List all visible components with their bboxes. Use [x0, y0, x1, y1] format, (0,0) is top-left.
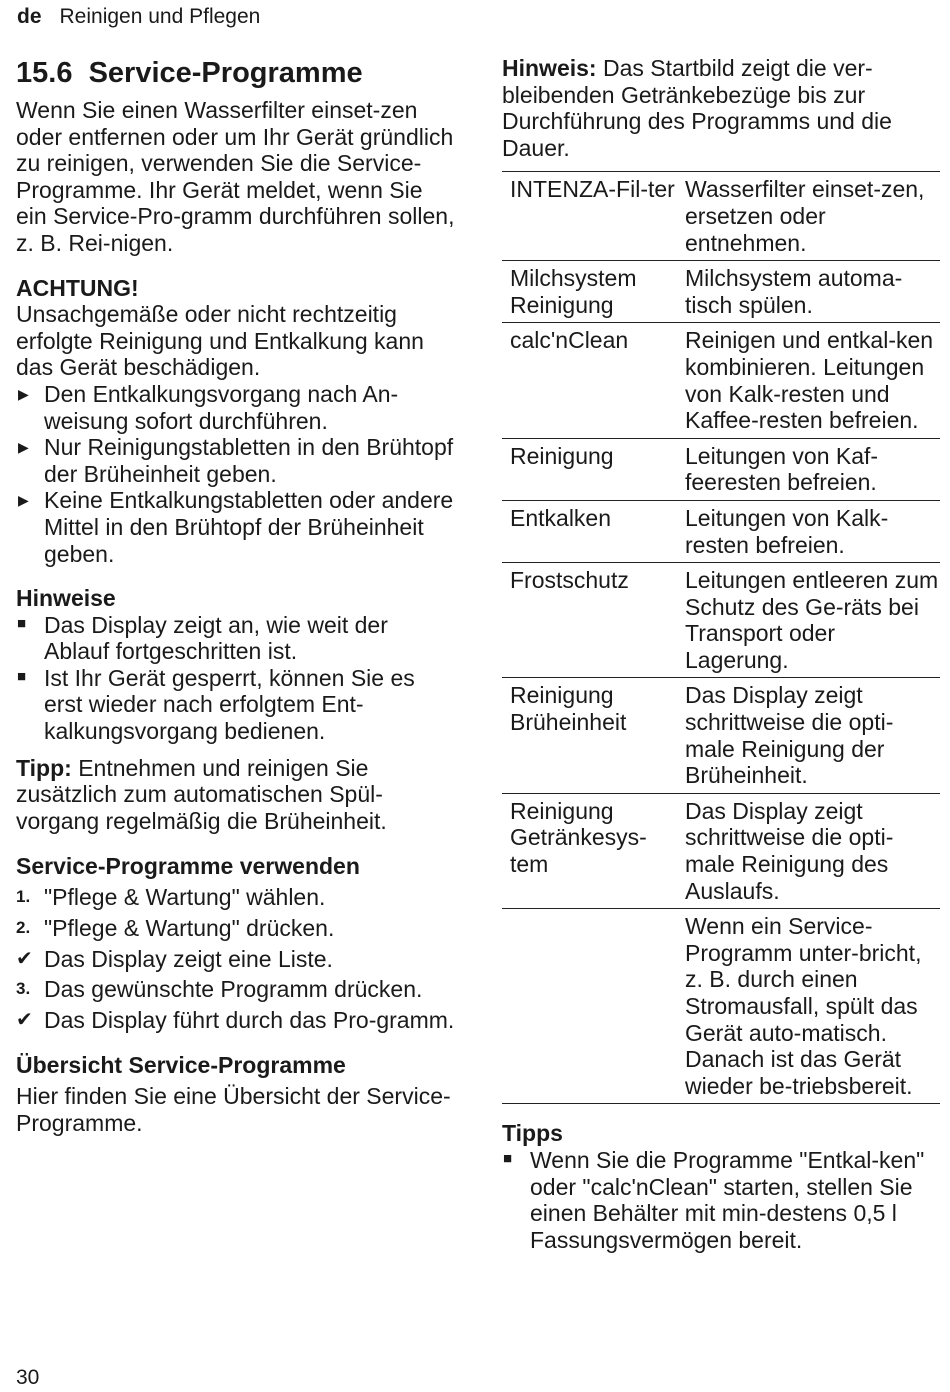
- program-description: Wenn ein Service-Programm unter-bricht, z. B. durch einen Stromausfall, spült das Gerät auto-matisch. Danach ist das Gerät wieder be-triebsbereit.: [677, 909, 940, 1104]
- table-row: [502, 909, 940, 1104]
- program-name: INTENZA-Fil-ter: [502, 172, 677, 261]
- square-bullet-icon: ■: [17, 614, 27, 632]
- checkmark-icon: ✔: [16, 1008, 33, 1031]
- table-row: [502, 172, 940, 261]
- square-bullet-icon: ■: [17, 667, 27, 685]
- section-number: 15.6: [16, 57, 73, 89]
- square-bullet-icon: ■: [503, 1149, 513, 1167]
- program-description: Leitungen entleeren zum Schutz des Ge-räts bei Transport oder Lagerung.: [677, 563, 940, 678]
- program-name: [502, 909, 677, 1104]
- page-number: 30: [16, 1366, 40, 1389]
- overview-heading: Übersicht Service-Programme: [16, 1052, 346, 1079]
- table-row: [502, 793, 940, 908]
- language-code: de: [17, 5, 42, 28]
- step-number: 3.: [16, 979, 31, 999]
- result-item: ✔ Das Display zeigt eine Liste.: [16, 945, 333, 972]
- program-description: Wasserfilter einset-zen, ersetzen oder entnehmen.: [677, 172, 940, 261]
- hint-label: Hinweis:: [502, 55, 597, 81]
- program-name: Reinigung Getränkesys-tem: [502, 793, 677, 908]
- tip-paragraph: [16, 755, 456, 835]
- service-programs-table: [502, 171, 940, 1104]
- warning-item: ▶ Nur Reinigungstabletten in den Brühtopf der Brüheinheit geben.: [18, 434, 454, 487]
- warning-text: Unsachgemäße oder nicht rechtzeitig erfolgte Reinigung und Entkalkung kann das Gerät beschädigen.: [16, 301, 424, 381]
- program-name: Entkalken: [502, 500, 677, 562]
- triangle-bullet-icon: ▶: [18, 492, 29, 509]
- use-heading: Service-Programme verwenden: [16, 853, 360, 880]
- program-name: Frostschutz: [502, 563, 677, 678]
- tips-title: Tipps: [502, 1120, 563, 1147]
- overview-text: Hier finden Sie eine Übersicht der Service-Programme.: [16, 1083, 451, 1136]
- warning-item: ▶ Keine Entkalkungstabletten oder andere Mittel in den Brühtopf der Brüheinheit geben.: [18, 487, 454, 567]
- step-item: 2. "Pflege & Wartung" drücken.: [16, 915, 335, 942]
- program-name: Reinigung Brüheinheit: [502, 678, 677, 793]
- note-item: ■ Ist Ihr Gerät gesperrt, können Sie es erst wieder nach erfolgtem Ent-kalkungsvorgang bedienen.: [17, 664, 415, 745]
- notes-block: [16, 585, 456, 745]
- chapter-title: Reinigen und Pflegen: [59, 5, 261, 28]
- table-row: [502, 563, 940, 678]
- section-heading: [16, 55, 456, 91]
- notes-title: Hinweise: [16, 585, 116, 612]
- table-row: [502, 323, 940, 438]
- page-header: [17, 5, 260, 29]
- tip-label: Tipp:: [16, 754, 72, 781]
- table-row: [502, 678, 940, 793]
- hint-paragraph: [502, 55, 940, 161]
- step-number: 2.: [16, 918, 31, 938]
- warning-title: ACHTUNG!: [16, 274, 139, 301]
- program-description: Leitungen von Kaf-feeresten befreien.: [677, 438, 940, 500]
- right-column: [502, 55, 940, 1253]
- step-item: 3. Das gewünschte Programm drücken.: [16, 976, 423, 1003]
- program-name: calc'nClean: [502, 323, 677, 438]
- notes-list: [16, 612, 456, 745]
- program-name: Milchsystem Reinigung: [502, 261, 677, 323]
- program-description: Reinigen und entkal-ken kombinieren. Leitungen von Kalk-resten und Kaffee-resten befreien.: [677, 323, 940, 438]
- warning-list: [16, 381, 456, 567]
- program-description: Das Display zeigt schrittweise die opti-male Reinigung der Brüheinheit.: [677, 678, 940, 793]
- step-number: 1.: [16, 887, 31, 907]
- tips-list: [502, 1147, 940, 1253]
- checkmark-icon: ✔: [16, 947, 33, 970]
- program-description: Leitungen von Kalk-resten befreien.: [677, 500, 940, 562]
- hint-text: Das Startbild zeigt die ver-bleibenden Getränkebezüge bis zur Durchführung des Programms und die Dauer.: [502, 55, 892, 161]
- table-row: [502, 261, 940, 323]
- tip-text: Entnehmen und reinigen Sie zusätzlich zum automatischen Spül-vorgang regelmäßig die Brüheinheit.: [16, 754, 387, 834]
- table-row: [502, 438, 940, 500]
- intro-paragraph: Wenn Sie einen Wasserfilter einset-zen oder entfernen oder um Ihr Gerät gründlich zu reinigen, verwenden Sie die Service-Programme. Ihr Gerät meldet, wenn Sie ein Service-Pro-gramm durchführen sollen, z. B. Rei-nigen.: [16, 97, 455, 256]
- tips-block: [502, 1120, 940, 1253]
- program-name: Reinigung: [502, 438, 677, 500]
- warning-block: [16, 275, 456, 568]
- table-row: [502, 500, 940, 562]
- program-description: Milchsystem automa-tisch spülen.: [677, 261, 940, 323]
- left-column: [16, 55, 456, 1137]
- section-title: Service-Programme: [88, 57, 363, 89]
- tip-item: ■ Wenn Sie die Programme "Entkal-ken" oder "calc'nClean" starten, stellen Sie einen Behälter mit min-destens 0,5 l Fassungsvermögen bereit.: [503, 1146, 925, 1253]
- warning-item: ▶ Den Entkalkungsvorgang nach An-weisung sofort durchführen.: [18, 380, 399, 434]
- triangle-bullet-icon: ▶: [18, 385, 29, 402]
- triangle-bullet-icon: ▶: [18, 439, 29, 456]
- step-item: 1. "Pflege & Wartung" wählen.: [16, 884, 326, 911]
- result-item: ✔ Das Display führt durch das Pro-gramm.: [16, 1006, 455, 1033]
- steps-list: [16, 884, 456, 1033]
- note-item: ■ Das Display zeigt an, wie weit der Ablauf fortgeschritten ist.: [17, 611, 388, 665]
- program-description: Das Display zeigt schrittweise die opti-male Reinigung des Auslaufs.: [677, 793, 940, 908]
